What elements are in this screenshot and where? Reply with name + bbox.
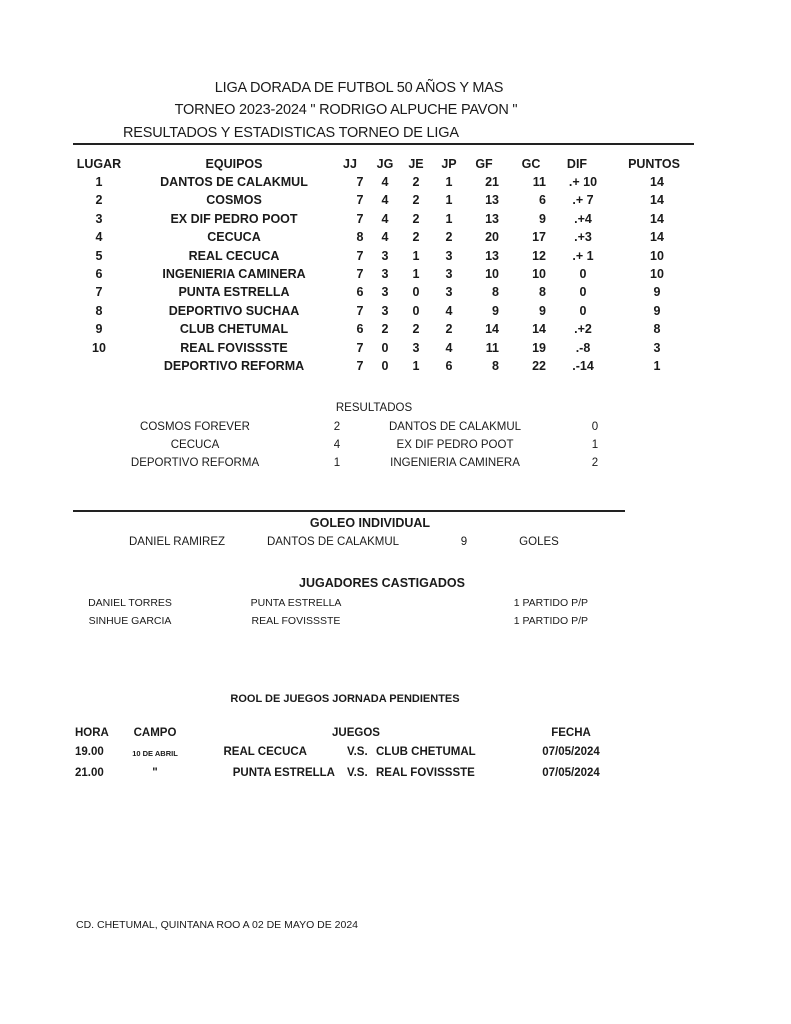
cell-je: 1 [412,267,420,281]
cell-je: 0 [412,285,420,300]
scorer-goals: 9 [460,536,468,548]
col-fecha: FECHA [551,727,591,739]
cell-jj: 7 [356,303,364,318]
cell-gc: 17 [532,230,546,245]
cell-je: 2 [412,230,420,245]
cell-equipo: COSMOS [206,193,262,208]
cell-dif: .-8 [575,340,591,355]
cell-equipo: PUNTA ESTRELLA [178,285,290,300]
tournament-title: TORNEO 2023-2024 " RODRIGO ALPUCHE PAVON " [174,102,518,118]
cell-puntos: 8 [653,322,661,337]
cell-lugar: 7 [95,285,103,300]
cell-puntos: 1 [653,359,661,373]
result-home-team: COSMOS FOREVER [140,421,250,433]
game-time: 19.00 [75,746,104,758]
result-home-team: DEPORTIVO REFORMA [130,457,260,469]
cell-lugar: 6 [95,267,103,281]
cell-jp: 1 [445,193,453,208]
cell-jg: 3 [381,303,389,318]
result-home-score: 2 [333,421,341,433]
report-title: RESULTADOS Y ESTADISTICAS TORNEO DE LIGA [123,125,459,141]
game-vs: V.S. [347,767,368,779]
cell-jp: 1 [445,175,453,189]
col-gc: GC [521,157,541,171]
col-dif: DIF [566,157,588,171]
game-away-team: CLUB CHETUMAL [376,746,476,758]
cell-dif: .+3 [574,230,592,245]
cell-equipo: DEPORTIVO REFORMA [163,359,305,373]
result-home-score: 4 [333,439,341,451]
cell-gf: 8 [492,285,499,300]
cell-jj: 6 [356,285,364,300]
cell-je: 2 [412,322,420,337]
cell-jg: 4 [381,230,389,245]
cell-lugar: 4 [95,230,103,245]
cell-equipo: REAL CECUCA [188,248,280,263]
results-divider [73,510,625,512]
cell-equipo: INGENIERIA CAMINERA [162,267,306,281]
cell-gf: 13 [485,211,499,226]
cell-dif: .+ 7 [572,193,594,208]
cell-jj: 7 [356,267,364,281]
scorers-title: GOLEO INDIVIDUAL [309,516,431,530]
cell-dif: .+ 10 [568,175,598,189]
scorer-unit: GOLES [519,536,559,548]
sanction-penalty: 1 PARTIDO P/P [513,614,588,627]
cell-je: 1 [412,359,420,373]
cell-jp: 2 [445,322,453,337]
cell-jj: 6 [356,322,364,337]
cell-equipo: REAL FOVISSSTE [180,340,288,355]
col-equipos: EQUIPOS [205,157,263,171]
cell-puntos: 10 [650,248,664,263]
game-home-team: REAL CECUCA [223,746,307,758]
cell-jp: 2 [445,230,453,245]
result-away-team: EX DIF PEDRO POOT [396,439,514,451]
col-jp: JP [441,157,457,171]
cell-gf: 21 [485,175,499,189]
cell-jj: 7 [356,248,364,263]
cell-lugar: 3 [95,211,103,226]
cell-lugar: 2 [95,193,103,208]
cell-puntos: 10 [650,267,664,281]
cell-dif: .-14 [572,359,594,373]
cell-gc: 12 [532,248,546,263]
cell-gc: 9 [539,211,546,226]
cell-dif: .+4 [574,211,592,226]
scorer-player: DANIEL RAMIREZ [128,536,226,548]
cell-gc: 6 [539,193,546,208]
cell-jg: 4 [381,175,389,189]
sanction-team: REAL FOVISSSTE [251,614,341,627]
scorer-team: DANTOS DE CALAKMUL [266,536,400,548]
game-field: " [152,767,158,779]
game-away-team: REAL FOVISSSTE [376,767,475,779]
cell-dif: .+2 [574,322,592,337]
cell-jp: 3 [445,267,453,281]
cell-jg: 4 [381,211,389,226]
cell-puntos: 14 [650,175,664,189]
game-field: 10 DE ABRIL [132,749,178,758]
sanction-team: PUNTA ESTRELLA [250,597,342,609]
cell-jg: 4 [381,193,389,208]
col-juegos: JUEGOS [332,727,380,739]
cell-jg: 0 [381,340,389,355]
cell-jp: 1 [445,211,453,226]
result-home-score: 1 [333,457,341,469]
cell-equipo: DEPORTIVO SUCHAA [168,303,300,318]
col-hora: HORA [75,727,109,739]
league-title: LIGA DORADA DE FUTBOL 50 AÑOS Y MAS [214,80,504,96]
place-date: CD. CHETUMAL, QUINTANA ROO A 02 DE MAYO DE 2024 [76,919,359,931]
cell-gc: 14 [532,322,546,337]
cell-je: 1 [412,248,420,263]
cell-jp: 6 [445,359,453,373]
cell-lugar: 5 [95,248,103,263]
cell-jj: 8 [356,230,364,245]
cell-equipo: CLUB CHETUMAL [179,322,289,337]
cell-je: 3 [412,340,420,355]
cell-jg: 2 [381,322,389,337]
cell-lugar: 10 [92,340,106,355]
cell-gf: 8 [492,359,499,373]
cell-puntos: 14 [650,230,664,245]
cell-jj: 7 [356,359,364,373]
result-away-score: 0 [591,421,599,433]
cell-jj: 7 [356,193,364,208]
sanctions-title: JUGADORES CASTIGADOS [299,576,465,590]
cell-jj: 7 [356,340,364,355]
result-away-score: 1 [591,439,599,451]
col-je: JE [408,157,424,171]
cell-puntos: 14 [650,193,664,208]
cell-je: 0 [412,303,420,318]
sanction-player: SINHUE GARCIA [88,614,172,627]
cell-je: 2 [412,211,420,226]
cell-gc: 11 [532,175,546,189]
game-date: 07/05/2024 [542,746,600,758]
cell-equipo: CECUCA [207,230,261,245]
cell-puntos: 9 [653,303,661,318]
cell-jg: 3 [381,248,389,263]
cell-jp: 4 [445,303,453,318]
cell-jg: 3 [381,267,389,281]
result-home-team: CECUCA [170,439,220,451]
game-date: 07/05/2024 [542,767,600,779]
cell-gf: 9 [492,303,499,318]
cell-gf: 14 [485,322,499,337]
cell-jg: 0 [381,359,389,373]
cell-gf: 13 [485,193,499,208]
cell-puntos: 3 [653,340,661,355]
cell-lugar: 8 [95,303,103,318]
cell-gf: 20 [485,230,499,245]
game-time: 21.00 [75,767,104,779]
result-away-team: INGENIERIA CAMINERA [390,457,520,469]
result-away-team: DANTOS DE CALAKMUL [388,421,522,433]
cell-jj: 7 [356,175,364,189]
cell-jj: 7 [356,211,364,226]
results-title: RESULTADOS [335,402,413,414]
col-jj: JJ [343,157,357,171]
schedule-title: ROOL DE JUEGOS JORNADA PENDIENTES [230,693,460,705]
cell-puntos: 9 [653,285,661,300]
cell-gc: 22 [532,359,546,373]
cell-gc: 19 [532,340,546,355]
cell-puntos: 14 [650,211,664,226]
cell-equipo: EX DIF PEDRO POOT [170,211,298,226]
cell-gf: 11 [485,340,499,355]
cell-jp: 3 [445,248,453,263]
cell-dif: 0 [579,267,587,281]
cell-dif: .+ 1 [572,248,594,263]
cell-jp: 3 [445,285,453,300]
sanction-player: DANIEL TORRES [88,597,172,609]
result-away-score: 2 [591,457,599,469]
cell-jg: 3 [381,285,389,300]
col-campo: CAMPO [133,727,177,739]
sanction-penalty: 1 PARTIDO P/P [513,597,588,609]
cell-jp: 4 [445,340,453,355]
cell-gc: 8 [539,285,546,300]
cell-equipo: DANTOS DE CALAKMUL [160,175,308,189]
col-lugar: LUGAR [76,157,122,171]
cell-je: 2 [412,175,420,189]
cell-lugar: 9 [95,322,103,337]
game-vs: V.S. [347,746,368,758]
cell-dif: 0 [579,303,587,318]
game-home-team: PUNTA ESTRELLA [232,767,335,779]
col-gf: GF [475,157,493,171]
cell-gc: 10 [532,267,546,281]
cell-gf: 13 [485,248,499,263]
cell-lugar: 1 [95,175,103,189]
cell-dif: 0 [579,285,587,300]
header-divider [73,143,694,145]
cell-gf: 10 [485,267,499,281]
cell-gc: 9 [539,303,546,318]
col-puntos: PUNTOS [628,157,680,171]
col-jg: JG [376,157,394,171]
cell-je: 2 [412,193,420,208]
